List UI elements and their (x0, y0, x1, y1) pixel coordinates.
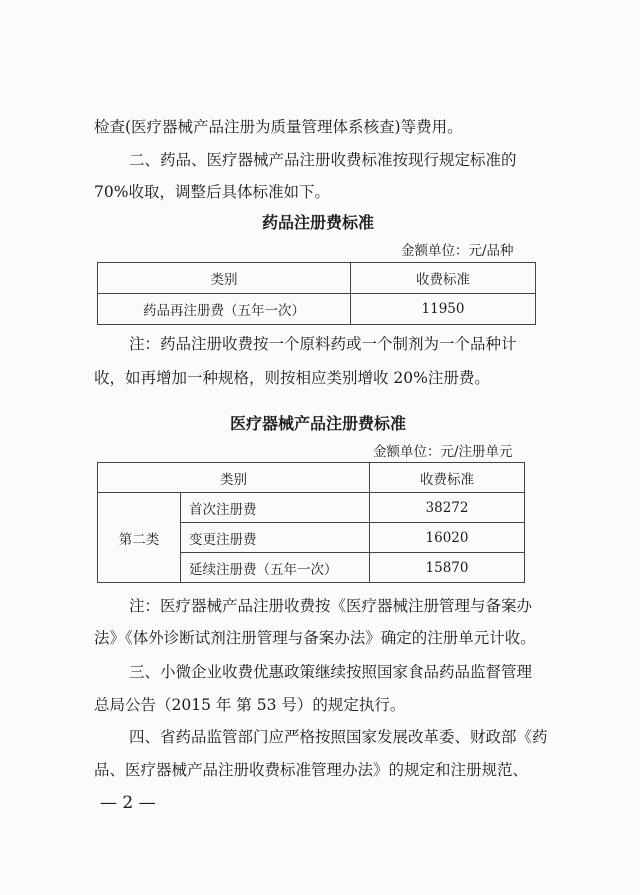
table-row (98, 294, 536, 325)
table2-title: 医疗器械产品注册费标准 (230, 414, 407, 433)
device-fee-table (97, 462, 525, 583)
table-header-category: 类别 (98, 463, 370, 493)
section4-line: 品、医疗器械产品注册收费标准管理办法》的规定和注册规范、 (94, 761, 529, 779)
table2-unit: 金额单位：元/注册单元 (373, 444, 513, 460)
paragraph-line: 检查(医疗器械产品注册为质量管理体系核查)等费用。 (94, 118, 463, 136)
table-header-row (98, 463, 525, 493)
table-cell-fee: 16020 (370, 523, 525, 553)
table-header-fee: 收费标准 (351, 263, 536, 294)
section4-line: 四、省药品监管部门应严格按照国家发展改革委、财政部《药 (129, 728, 548, 746)
table-header-category: 类别 (98, 263, 351, 294)
table-cell-category: 首次注册费 (181, 493, 370, 523)
drug-fee-table (97, 262, 536, 325)
table2-note-line: 法》《体外诊断试剂注册管理与备案办法》确定的注册单元计收。 (94, 629, 536, 647)
table-cell-fee: 11950 (351, 294, 536, 325)
table1-note-line: 收，如再增加一种规格，则按相应类别增收 20%注册费。 (94, 369, 490, 387)
table-group-cell: 第二类 (98, 493, 181, 583)
paragraph-line: 70%收取，调整后具体标准如下。 (94, 183, 330, 201)
table-header-fee: 收费标准 (370, 463, 525, 493)
table-cell-fee: 15870 (370, 553, 525, 583)
table1-unit: 金额单位：元/品种 (401, 243, 514, 259)
table-cell-category: 变更注册费 (181, 523, 370, 553)
table-row (98, 493, 525, 523)
section3-line: 三、小微企业收费优惠政策继续按照国家食品药品监督管理 (129, 663, 533, 681)
section3-line: 总局公告（2015 年 第 53 号）的规定执行。 (94, 696, 406, 714)
table-cell-category: 延续注册费（五年一次） (181, 553, 370, 583)
table2-note-line: 注：医疗器械产品注册收费按《医疗器械注册管理与备案办 (129, 597, 533, 615)
table1-note-line: 注：药品注册收费按一个原料药或一个制剂为一个品种计 (129, 335, 517, 353)
table-cell-category: 药品再注册费（五年一次） (98, 294, 351, 325)
table-header-row (98, 263, 536, 294)
table1-title: 药品注册费标准 (262, 213, 375, 232)
paragraph-line: 二、药品、医疗器械产品注册收费标准按现行规定标准的 (129, 151, 517, 169)
table-cell-fee: 38272 (370, 493, 525, 523)
page-number: — 2 — (100, 793, 156, 813)
